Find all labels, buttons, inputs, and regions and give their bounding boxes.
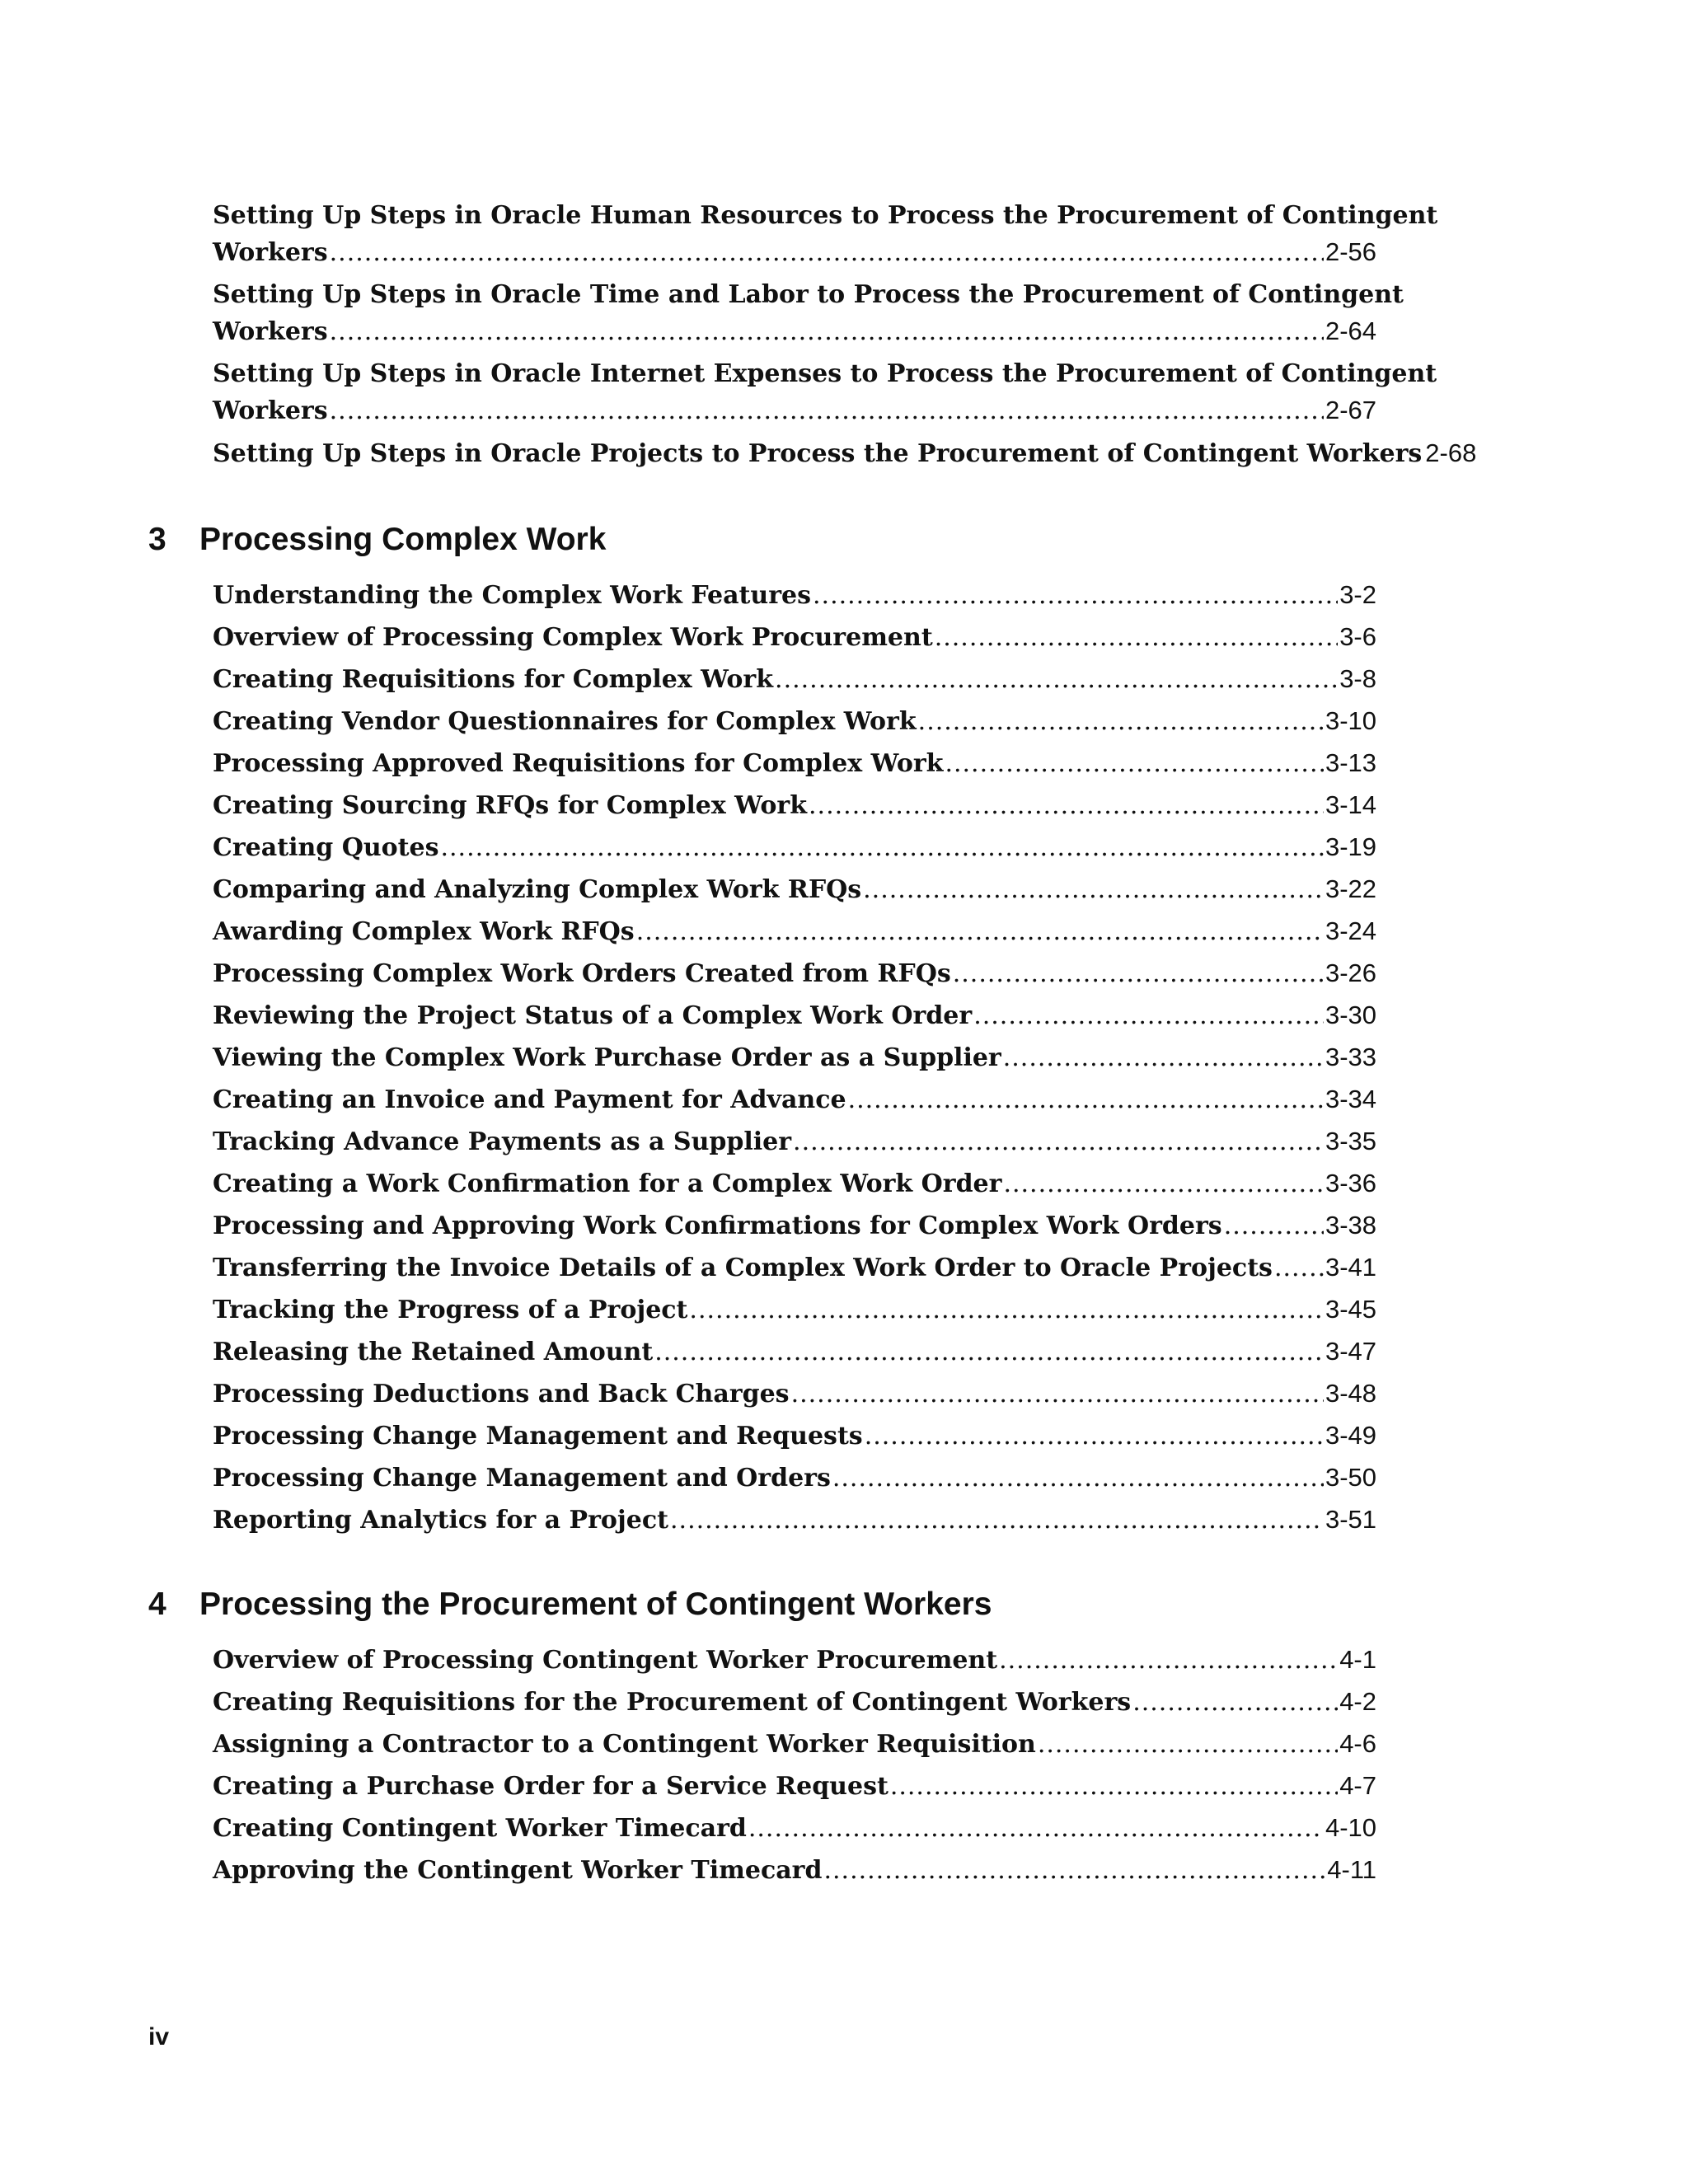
toc-entry-page: 3-10 <box>1325 706 1376 735</box>
toc-entry[interactable] <box>213 1852 1376 1889</box>
toc-entry-page: 3-2 <box>1339 580 1376 609</box>
dot-leader <box>748 1811 1324 1847</box>
toc-entry-page: 3-14 <box>1325 790 1376 819</box>
dot-leader <box>793 1124 1324 1160</box>
toc-entry[interactable] <box>213 1123 1376 1160</box>
toc-entry[interactable] <box>213 913 1376 950</box>
toc-entry[interactable] <box>213 787 1376 824</box>
dot-leader <box>865 1418 1324 1455</box>
chapter-title: Processing Complex Work <box>199 522 607 557</box>
dot-leader <box>809 788 1324 824</box>
toc-entry[interactable] <box>213 1460 1376 1497</box>
toc-entry-title: Overview of Processing Complex Work Procurement <box>213 623 933 652</box>
toc-entry-title: Overview of Processing Contingent Worker Procurement <box>213 1646 998 1675</box>
toc-entry-page: 3-47 <box>1325 1337 1376 1366</box>
toc-entry-title-line1: Setting Up Steps in Oracle Human Resources to Process the Procurement of Contingent <box>213 201 1438 230</box>
toc-entry-title: Transferring the Invoice Details of a Complex Work Order to Oracle Projects <box>213 1254 1273 1282</box>
toc-entry-title: Creating an Invoice and Payment for Advance <box>213 1085 846 1114</box>
toc-entry-title: Reporting Analytics for a Project <box>213 1506 668 1535</box>
dot-leader <box>1003 1040 1324 1076</box>
dot-leader <box>848 1082 1324 1118</box>
dot-leader <box>670 1502 1324 1539</box>
toc-entry-page: 3-24 <box>1325 916 1376 945</box>
toc-entry-page: 3-35 <box>1325 1127 1376 1155</box>
toc-entry[interactable] <box>213 577 1376 614</box>
toc-entry-page: 3-33 <box>1325 1043 1376 1071</box>
dot-leader <box>890 1769 1338 1805</box>
toc-entry-page: 3-6 <box>1339 622 1376 651</box>
toc-entry-page: 2-56 <box>1325 237 1376 266</box>
toc-entry-title: Processing and Approving Work Confirmations for Complex Work Orders <box>213 1212 1222 1240</box>
toc-entry[interactable] <box>213 619 1376 656</box>
page-number: iv <box>148 2023 170 2050</box>
dot-leader <box>330 314 1324 350</box>
toc-entry-page: 2-68 <box>1425 438 1477 467</box>
toc-entry-title: Processing Deductions and Back Charges <box>213 1380 790 1408</box>
dot-leader <box>330 393 1324 429</box>
dot-leader <box>330 235 1324 271</box>
dot-leader <box>832 1460 1324 1497</box>
toc-entry-page: 4-6 <box>1339 1729 1376 1758</box>
toc-entry-page: 3-8 <box>1339 664 1376 693</box>
dot-leader <box>999 1643 1338 1679</box>
toc-entry-page: 3-51 <box>1325 1505 1376 1534</box>
toc-entry-title: Processing Change Management and Requests <box>213 1422 863 1451</box>
toc-entry-title: Creating a Work Confirmation for a Complex Work Order <box>213 1169 1002 1198</box>
toc-entry[interactable] <box>213 1642 1376 1679</box>
toc-entry-title: Tracking Advance Payments as a Supplier <box>213 1127 792 1156</box>
toc-entry-title: Reviewing the Project Status of a Complex Work Order <box>213 1001 973 1030</box>
dot-leader <box>775 662 1338 698</box>
toc-entry[interactable] <box>213 997 1376 1034</box>
toc-entry-title: Tracking the Progress of a Project <box>213 1296 688 1324</box>
toc-entry-page: 3-38 <box>1325 1211 1376 1240</box>
dot-leader <box>636 914 1324 950</box>
dot-leader <box>1038 1727 1338 1763</box>
toc-entry[interactable] <box>213 703 1376 740</box>
toc-entry-page: 3-48 <box>1325 1379 1376 1408</box>
toc-entry-page: 3-19 <box>1325 832 1376 861</box>
toc-entry[interactable] <box>213 1684 1376 1721</box>
toc-entry-page: 4-7 <box>1339 1771 1376 1800</box>
toc-entry-title: Processing Change Management and Orders <box>213 1464 831 1493</box>
chapter-number: 4 <box>148 1586 166 1622</box>
toc-entry-title: Creating Contingent Worker Timecard <box>213 1814 747 1843</box>
toc-entry[interactable] <box>213 1810 1376 1847</box>
toc-entry[interactable] <box>213 1249 1376 1286</box>
chapter-heading[interactable] <box>148 1584 992 1625</box>
toc-entry[interactable] <box>213 198 1438 271</box>
toc-entry-page: 3-30 <box>1325 1001 1376 1029</box>
toc-entry-title: Assigning a Contractor to a Contingent Worker Requisition <box>213 1730 1036 1759</box>
toc-entry-title-line1: Setting Up Steps in Oracle Time and Labor to Process the Procurement of Contingent <box>213 280 1404 309</box>
dot-leader <box>1224 1208 1324 1244</box>
toc-entry-title: Creating Requisitions for Complex Work <box>213 665 774 694</box>
toc-entry[interactable] <box>213 356 1437 429</box>
dot-leader <box>863 872 1324 908</box>
dot-leader <box>918 704 1324 740</box>
toc-entry-title: Creating a Purchase Order for a Service Request <box>213 1772 889 1801</box>
toc-entry-title: Workers <box>213 396 328 425</box>
dot-leader <box>440 830 1323 866</box>
toc-entry-page: 3-22 <box>1325 874 1376 903</box>
toc-entry-page: 4-2 <box>1339 1687 1376 1716</box>
toc-entry-page: 2-64 <box>1325 316 1376 345</box>
toc-entry-title: Creating Sourcing RFQs for Complex Work <box>213 791 808 820</box>
toc-entry-page: 3-45 <box>1325 1295 1376 1324</box>
toc-entry[interactable] <box>213 1726 1376 1763</box>
toc-entry-title-line1: Setting Up Steps in Oracle Internet Expenses to Process the Procurement of Contingent <box>213 359 1437 388</box>
dot-leader <box>1003 1166 1324 1202</box>
toc-entry-title: Processing Complex Work Orders Created from RFQs <box>213 959 951 988</box>
dot-leader <box>791 1376 1324 1413</box>
toc-entry[interactable] <box>213 661 1376 698</box>
dot-leader <box>823 1853 1325 1889</box>
toc-entry-title: Creating Vendor Questionnaires for Complex Work <box>213 707 917 736</box>
dot-leader <box>654 1334 1324 1371</box>
toc-entry[interactable] <box>213 1768 1376 1805</box>
dot-leader <box>973 998 1324 1034</box>
toc-entry-page: 3-41 <box>1325 1253 1376 1282</box>
chapter-heading[interactable] <box>148 519 606 560</box>
toc-entry-page: 3-13 <box>1325 748 1376 777</box>
toc-entry-page: 3-34 <box>1325 1085 1376 1113</box>
dot-leader <box>945 746 1324 782</box>
toc-entry-page: 2-67 <box>1325 396 1376 424</box>
chapter-number: 3 <box>148 522 166 557</box>
dot-leader <box>1132 1685 1338 1721</box>
toc-entry-title: Processing Approved Requisitions for Complex Work <box>213 749 944 778</box>
toc-entry-title: Comparing and Analyzing Complex Work RFQs <box>213 875 862 904</box>
toc-entry-title: Viewing the Complex Work Purchase Order as a Supplier <box>213 1043 1001 1072</box>
toc-entry-page: 3-36 <box>1325 1169 1376 1197</box>
toc-entry[interactable] <box>213 871 1376 908</box>
toc-entry-title: Creating Quotes <box>213 833 439 862</box>
toc-entry[interactable] <box>213 1165 1376 1202</box>
toc-entry[interactable] <box>213 1207 1376 1244</box>
toc-entry-page: 3-50 <box>1325 1463 1376 1492</box>
toc-entry-title: Approving the Contingent Worker Timecard <box>213 1856 823 1885</box>
toc-entry-page: 4-1 <box>1339 1645 1376 1674</box>
dot-leader <box>935 620 1338 656</box>
toc-entry[interactable] <box>213 277 1404 350</box>
toc-entry[interactable] <box>213 435 1477 472</box>
toc-entry[interactable] <box>213 1081 1376 1118</box>
dot-leader <box>953 956 1324 992</box>
dot-leader <box>813 578 1338 614</box>
toc-entry[interactable] <box>213 1291 1376 1329</box>
toc-entry-page: 3-49 <box>1325 1421 1376 1450</box>
toc-entry[interactable] <box>213 1502 1376 1539</box>
toc-entry[interactable] <box>213 1333 1376 1371</box>
toc-entry-page: 4-11 <box>1327 1855 1376 1884</box>
toc-entry[interactable] <box>213 955 1376 992</box>
toc-entry-title: Releasing the Retained Amount <box>213 1338 654 1366</box>
dot-leader <box>689 1292 1324 1329</box>
toc-entry-title: Understanding the Complex Work Features <box>213 581 811 610</box>
toc-entry-title: Workers <box>213 238 328 267</box>
dot-leader <box>1274 1250 1324 1286</box>
toc-entry-title: Workers <box>213 317 328 346</box>
toc-entry-page: 4-10 <box>1325 1813 1376 1842</box>
toc-entry[interactable] <box>213 1376 1376 1413</box>
toc-entry[interactable] <box>213 829 1376 866</box>
toc-entry[interactable] <box>213 745 1376 782</box>
toc-entry-title: Awarding Complex Work RFQs <box>213 917 635 946</box>
toc-entry-title: Setting Up Steps in Oracle Projects to Process the Procurement of Contingent Workers <box>213 439 1423 468</box>
toc-entry-title: Creating Requisitions for the Procurement of Contingent Workers <box>213 1688 1132 1717</box>
chapter-title: Processing the Procurement of Contingent Workers <box>199 1586 992 1622</box>
toc-entry[interactable] <box>213 1039 1376 1076</box>
toc-entry[interactable] <box>213 1418 1376 1455</box>
toc-entry-page: 3-26 <box>1325 958 1376 987</box>
